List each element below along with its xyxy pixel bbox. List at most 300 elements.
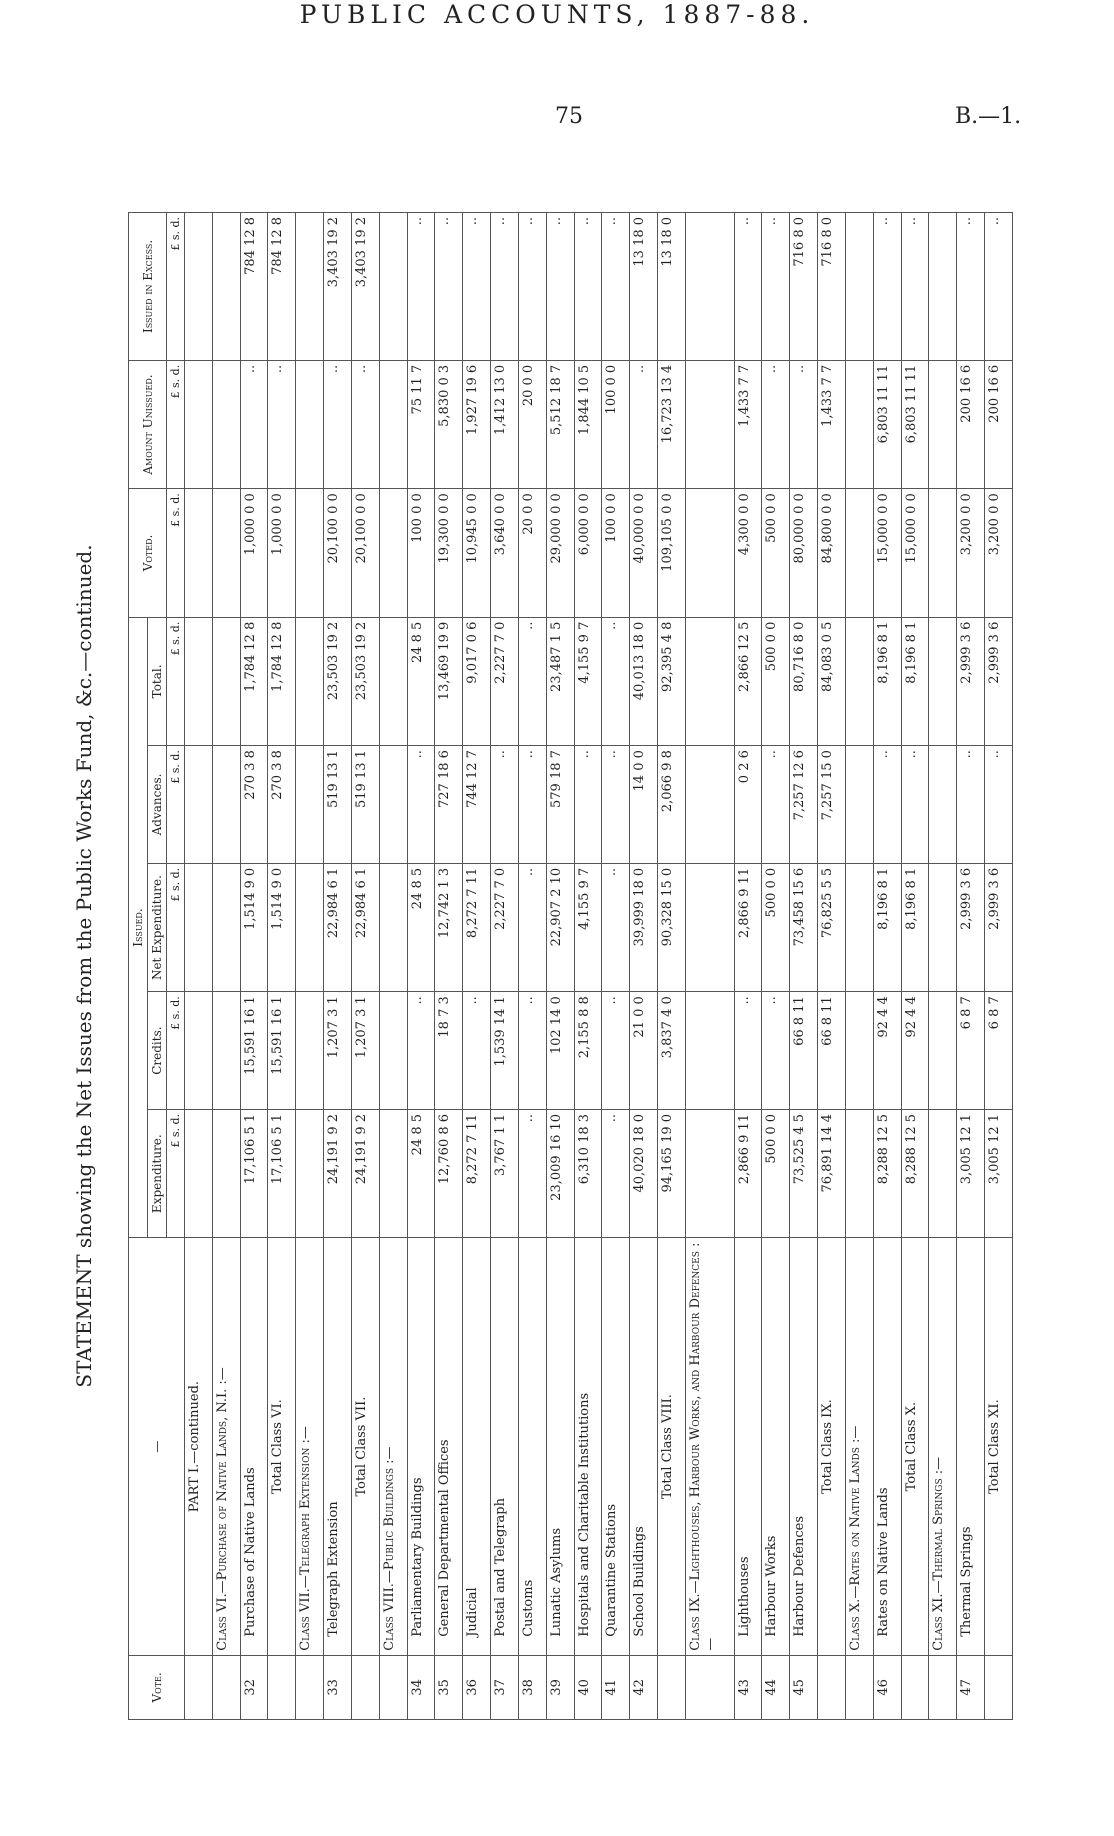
cell-exp: 40,020 18 0 [630,1109,658,1237]
units-label: £ s. d. [167,360,185,488]
cell-excess: 3,403 19 2 [324,213,352,361]
cell-net [929,863,957,991]
cell-adv [379,746,407,864]
cell-cred: 1,207 3 1 [324,992,352,1110]
cell-excess [845,213,873,361]
cell-total: 500 0 0 [762,617,790,745]
cell-exp: 12,760 8 6 [435,1109,463,1237]
cell-total: 4,155 9 7 [574,617,602,745]
cell-excess: .. [762,213,790,361]
cell-excess [379,213,407,361]
row-description: Lunatic Asylums [546,1238,574,1655]
vote-number: 35 [435,1655,463,1719]
statement-sheet [72,212,1013,1720]
cell-net: 2,227 7 0 [491,863,519,991]
cell-cred: 102 14 0 [546,992,574,1110]
vote-number: 36 [463,1655,491,1719]
cell-net: 8,272 7 11 [463,863,491,991]
cell-net: 73,458 15 6 [790,863,818,991]
cell-cred: 21 0 0 [630,992,658,1110]
cell-cred: 2,155 8 8 [574,992,602,1110]
total-row [658,213,686,1720]
class-heading-row [685,213,734,1720]
cell-adv [685,746,734,864]
cell-voted: 100 0 0 [407,489,435,617]
cell-total: .. [518,617,546,745]
cell-excess [296,213,324,361]
cell-net: 1,514 9 0 [268,863,296,991]
class-heading: Class XI.—Thermal Springs :— [929,1238,957,1655]
header-net-expenditure: Net Expenditure. [148,863,167,991]
cell-exp: 3,767 1 1 [491,1109,519,1237]
vote-number: 46 [873,1655,901,1719]
cell-voted [845,489,873,617]
header-credits: Credits. [148,992,167,1110]
cell-net: 22,984 6 1 [324,863,352,991]
cell-adv: .. [957,746,985,864]
header-issued: Issued. [129,617,148,1238]
vote-number: 42 [630,1655,658,1719]
table-row [873,213,901,1720]
cell-cred [845,992,873,1110]
row-description: Total Class IX. [818,1238,846,1655]
cell-net: 22,907 2 10 [546,863,574,991]
vote-number [212,1655,240,1719]
table-row [630,213,658,1720]
cell-exp [379,1109,407,1237]
total-row [818,213,846,1720]
cell-cred [379,992,407,1110]
cell-net: 24 8 5 [407,863,435,991]
cell-exp: 24,191 9 2 [351,1109,379,1237]
cell-voted: 500 0 0 [762,489,790,617]
cell-cred: .. [734,992,762,1110]
cell-unissued [685,360,734,488]
vote-number: 40 [574,1655,602,1719]
document-title: PUBLIC ACCOUNTS, 1887-88. [299,0,815,29]
table-row [324,213,352,1720]
cell-total: 9,017 0 6 [463,617,491,745]
cell-net: 2,866 9 11 [734,863,762,991]
cell-excess: 784 12 8 [268,213,296,361]
row-description: Total Class VIII. [658,1238,686,1655]
cell-adv: .. [518,746,546,864]
cell-excess [212,213,240,361]
cell-adv: 727 18 6 [435,746,463,864]
cell-excess: 716 8 0 [818,213,846,361]
cell-excess: .. [518,213,546,361]
cell-cred: 6 8 7 [957,992,985,1110]
header-vote: Vote. [129,1655,185,1719]
cell-unissued [296,360,324,488]
cell-exp: 3,005 12 1 [985,1109,1013,1237]
cell-unissued [929,360,957,488]
cell-unissued [845,360,873,488]
row-description: Total Class VII. [351,1238,379,1655]
vote-number: 44 [762,1655,790,1719]
cell-excess: .. [491,213,519,361]
cell-net [379,863,407,991]
cell-adv: 0 2 6 [734,746,762,864]
cell-net: .. [518,863,546,991]
cell-adv: 2,066 9 8 [658,746,686,864]
cell-voted: 109,105 0 0 [658,489,686,617]
cell-unissued: 6,803 11 11 [901,360,929,488]
header-description: — [129,1238,185,1655]
vote-number: 38 [518,1655,546,1719]
cell-exp: .. [602,1109,630,1237]
cell-net [212,863,240,991]
cell-net [296,863,324,991]
cell-net: 4,155 9 7 [574,863,602,991]
cell-total: 1,784 12 8 [268,617,296,745]
class-heading: Class X.—Rates on Native Lands :— [845,1238,873,1655]
row-description: Quarantine Stations [602,1238,630,1655]
cell-voted [212,489,240,617]
header-advances: Advances. [148,746,167,864]
table-row [407,213,435,1720]
cell-cred: 3,837 4 0 [658,992,686,1110]
cell-cred: 18 7 3 [435,992,463,1110]
cell-adv: 744 12 7 [463,746,491,864]
cell-adv [929,746,957,864]
cell-exp: 8,288 12 5 [901,1109,929,1237]
cell-adv: .. [491,746,519,864]
cell-voted: 100 0 0 [602,489,630,617]
cell-exp [296,1109,324,1237]
cell-unissued: 200 16 6 [957,360,985,488]
cell-cred: 6 8 7 [985,992,1013,1110]
cell-unissued: 1,844 10 5 [574,360,602,488]
cell-adv: 7,257 15 0 [818,746,846,864]
cell-unissued: 1,433 7 7 [734,360,762,488]
cell-total [685,617,734,745]
vote-number [685,1655,734,1719]
cell-voted: 3,640 0 0 [491,489,519,617]
cell-total: 8,196 8 1 [873,617,901,745]
units-label: £ s. d. [167,213,185,361]
units-label: £ s. d. [167,617,185,745]
cell-cred: 92 4 4 [873,992,901,1110]
cell-voted: 20,100 0 0 [351,489,379,617]
cell-excess: .. [574,213,602,361]
cell-unissued: .. [630,360,658,488]
class-heading-row [379,213,407,1720]
cell-unissued: .. [762,360,790,488]
table-row [574,213,602,1720]
table-row [957,213,985,1720]
table-row [435,213,463,1720]
table-row [518,213,546,1720]
cell-exp: 8,288 12 5 [873,1109,901,1237]
cell-exp [212,1109,240,1237]
row-description: General Departmental Offices [435,1238,463,1655]
cell-net: 76,825 5 5 [818,863,846,991]
total-row [351,213,379,1720]
cell-unissued [379,360,407,488]
cell-net [685,863,734,991]
cell-total: 23,487 1 5 [546,617,574,745]
cell-exp: 94,165 19 0 [658,1109,686,1237]
total-row [901,213,929,1720]
cell-excess: .. [407,213,435,361]
cell-cred: .. [762,992,790,1110]
row-description: School Buildings [630,1238,658,1655]
vote-number: 33 [324,1655,352,1719]
table-row [734,213,762,1720]
cell-unissued: 5,512 18 7 [546,360,574,488]
vote-number [929,1655,957,1719]
class-heading: Class VII.—Telegraph Extension :— [296,1238,324,1655]
table-row [546,213,574,1720]
row-description: Total Class XI. [985,1238,1013,1655]
cell-exp: 17,106 5 1 [268,1109,296,1237]
units-label: £ s. d. [167,489,185,617]
cell-total: 8,196 8 1 [901,617,929,745]
vote-number [268,1655,296,1719]
table-row [762,213,790,1720]
cell-exp: 6,310 18 3 [574,1109,602,1237]
cell-net: 8,196 8 1 [873,863,901,991]
cell-voted: 4,300 0 0 [734,489,762,617]
cell-exp: 3,005 12 1 [957,1109,985,1237]
vote-number [845,1655,873,1719]
class-heading-row [929,213,957,1720]
cell-adv: .. [901,746,929,864]
cell-exp: 500 0 0 [762,1109,790,1237]
cell-unissued [212,360,240,488]
cell-excess: .. [734,213,762,361]
cell-voted: 15,000 0 0 [901,489,929,617]
cell-voted: 19,300 0 0 [435,489,463,617]
cell-total: 24 8 5 [407,617,435,745]
cell-cred: 66 8 11 [818,992,846,1110]
row-description: Harbour Works [762,1238,790,1655]
cell-voted: 20,100 0 0 [324,489,352,617]
table-row [790,213,818,1720]
cell-voted: 40,000 0 0 [630,489,658,617]
cell-total [845,617,873,745]
cell-unissued: .. [268,360,296,488]
cell-total: 13,469 19 9 [435,617,463,745]
class-heading-row [212,213,240,1720]
cell-total: 40,013 18 0 [630,617,658,745]
header-excess: Issued in Excess. [129,213,167,361]
cell-voted [379,489,407,617]
cell-net: 2,999 3 6 [985,863,1013,991]
cell-exp [845,1109,873,1237]
units-label: £ s. d. [167,992,185,1110]
cell-excess: .. [985,213,1013,361]
cell-unissued: .. [351,360,379,488]
cell-excess: .. [435,213,463,361]
cell-unissued: 1,412 13 0 [491,360,519,488]
cell-unissued: 6,803 11 11 [873,360,901,488]
cell-adv: 270 3 8 [240,746,268,864]
cell-total: 2,227 7 0 [491,617,519,745]
cell-exp: 24 8 5 [407,1109,435,1237]
cell-excess: 13 18 0 [630,213,658,361]
cell-voted [296,489,324,617]
vote-number [379,1655,407,1719]
cell-adv: .. [762,746,790,864]
header-total: Total. [148,617,167,745]
cell-adv: 270 3 8 [268,746,296,864]
cell-voted [685,489,734,617]
page-number: 75 [555,104,583,129]
cell-adv: .. [574,746,602,864]
cell-voted: 29,000 0 0 [546,489,574,617]
cell-voted: 3,200 0 0 [985,489,1013,617]
cell-total: 92,395 4 8 [658,617,686,745]
statement-table [128,212,1013,1720]
cell-exp: 73,525 4 5 [790,1109,818,1237]
cell-excess: .. [901,213,929,361]
row-description: Lighthouses [734,1238,762,1655]
cell-voted: 10,945 0 0 [463,489,491,617]
cell-adv [845,746,873,864]
cell-cred [212,992,240,1110]
row-description: Thermal Springs [957,1238,985,1655]
cell-excess: .. [957,213,985,361]
class-heading: Class VI.—Purchase of Native Lands, N.I. :— [212,1238,240,1655]
cell-unissued: .. [790,360,818,488]
vote-number: 45 [790,1655,818,1719]
cell-total: 2,999 3 6 [985,617,1013,745]
cell-excess: 3,403 19 2 [351,213,379,361]
cell-exp: .. [518,1109,546,1237]
row-description: Postal and Telegraph [491,1238,519,1655]
cell-cred: .. [518,992,546,1110]
cell-cred: 92 4 4 [901,992,929,1110]
cell-voted: 15,000 0 0 [873,489,901,617]
row-description: Purchase of Native Lands [240,1238,268,1655]
cell-total: 1,784 12 8 [240,617,268,745]
cell-excess: 716 8 0 [790,213,818,361]
cell-total [296,617,324,745]
vote-number: 37 [491,1655,519,1719]
cell-cred [296,992,324,1110]
cell-adv [296,746,324,864]
cell-excess: .. [602,213,630,361]
cell-total [379,617,407,745]
cell-exp: 76,891 14 4 [818,1109,846,1237]
cell-unissued: 20 0 0 [518,360,546,488]
table-row [602,213,630,1720]
row-description: Hospitals and Charitable Institutions [574,1238,602,1655]
cell-net [845,863,873,991]
cell-excess: 13 18 0 [658,213,686,361]
cell-net: 1,514 9 0 [240,863,268,991]
row-description: Judicial [463,1238,491,1655]
cell-adv: .. [407,746,435,864]
class-heading: Class VIII.—Public Buildings :— [379,1238,407,1655]
cell-adv: .. [602,746,630,864]
cell-excess: .. [873,213,901,361]
cell-excess [929,213,957,361]
cell-total: 2,866 12 5 [734,617,762,745]
cell-cred: 1,539 14 1 [491,992,519,1110]
cell-net: 2,999 3 6 [957,863,985,991]
cell-unissued: 75 11 7 [407,360,435,488]
cell-adv: 519 13 1 [351,746,379,864]
vote-number: 39 [546,1655,574,1719]
row-description: Parliamentary Buildings [407,1238,435,1655]
part-heading: PART I.—continued. [185,1238,213,1655]
vote-number [818,1655,846,1719]
cell-voted: 3,200 0 0 [957,489,985,617]
cell-unissued: 16,723 13 4 [658,360,686,488]
vote-number [296,1655,324,1719]
total-row [268,213,296,1720]
class-heading-row [296,213,324,1720]
row-description: Rates on Native Lands [873,1238,901,1655]
cell-cred: .. [602,992,630,1110]
cell-total: 84,083 0 5 [818,617,846,745]
vote-number: 47 [957,1655,985,1719]
cell-net: 12,742 1 3 [435,863,463,991]
cell-adv [212,746,240,864]
cell-adv: 7,257 12 6 [790,746,818,864]
cell-adv: .. [873,746,901,864]
row-description: Telegraph Extension [324,1238,352,1655]
rotated-statement [72,212,1013,1720]
table-row [491,213,519,1720]
header-expenditure: Expenditure. [148,1109,167,1237]
cell-exp: 2,866 9 11 [734,1109,762,1237]
cell-voted: 6,000 0 0 [574,489,602,617]
vote-number [985,1655,1013,1719]
cell-cred [929,992,957,1110]
cell-excess: .. [463,213,491,361]
row-description: Total Class VI. [268,1238,296,1655]
units-label: £ s. d. [167,1109,185,1237]
cell-voted: 20 0 0 [518,489,546,617]
vote-number: 43 [734,1655,762,1719]
vote-number [901,1655,929,1719]
cell-unissued: 200 16 6 [985,360,1013,488]
header-voted: Voted. [129,489,167,617]
cell-net: .. [602,863,630,991]
cell-total [212,617,240,745]
cell-adv: .. [985,746,1013,864]
vote-number [351,1655,379,1719]
cell-voted: 80,000 0 0 [790,489,818,617]
cell-exp: 23,009 16 10 [546,1109,574,1237]
cell-cred: 1,207 3 1 [351,992,379,1110]
class-heading-row [845,213,873,1720]
cell-net: 39,999 18 0 [630,863,658,991]
cell-exp: 17,106 5 1 [240,1109,268,1237]
units-label: £ s. d. [167,746,185,864]
cell-voted [929,489,957,617]
cell-adv: 579 18 7 [546,746,574,864]
cell-voted: 84,800 0 0 [818,489,846,617]
cell-exp: 8,272 7 11 [463,1109,491,1237]
row-description: Customs [518,1238,546,1655]
cell-total: 23,503 19 2 [324,617,352,745]
statement-caption: STATEMENT showing the Net Issues from the Public Works Fund, &c.—continued. [72,544,96,1388]
cell-total: 2,999 3 6 [957,617,985,745]
total-row [985,213,1013,1720]
cell-unissued: .. [240,360,268,488]
vote-number: 32 [240,1655,268,1719]
cell-excess: 784 12 8 [240,213,268,361]
cell-voted: 1,000 0 0 [268,489,296,617]
cell-unissued: 1,927 19 6 [463,360,491,488]
units-label: £ s. d. [167,863,185,991]
cell-cred: 15,591 16 1 [240,992,268,1110]
